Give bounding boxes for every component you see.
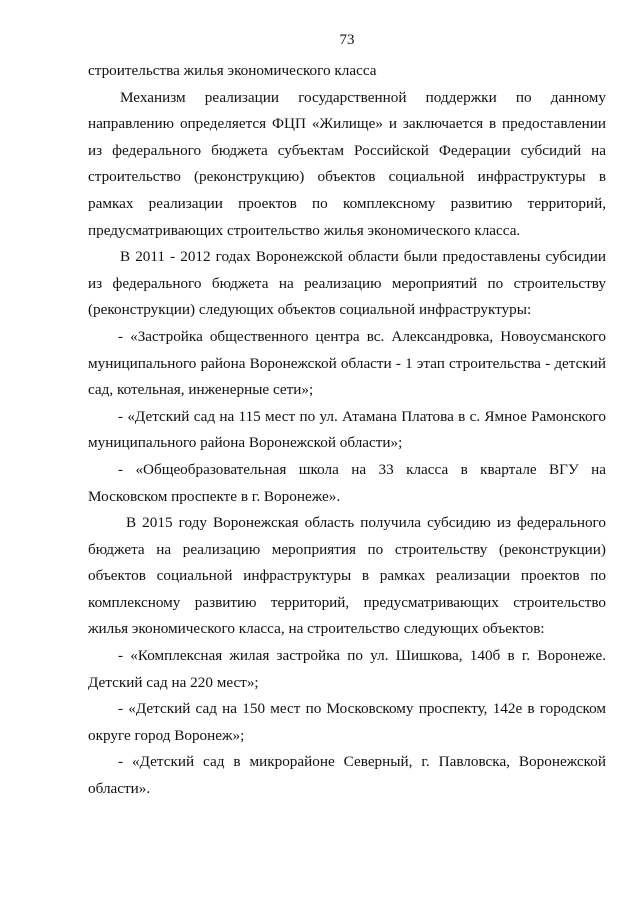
- list-item: - «Общеобразовательная школа на 33 класса в квартале ВГУ на Московском проспекте в г. Воронеже».: [88, 460, 606, 505]
- paragraph-2015: В 2015 году Воронежская область получила субсидию из федерального бюджета на реализацию мероприятия по строительству (реконструкции) объектов социальной инфраструктуры в рамках реализации проектов по комплексному развитию территорий, предусматривающих строительство жилья экономического класса, на строительство следующих объектов:: [88, 514, 606, 638]
- list-item: - «Детский сад на 150 мест по Московскому проспекту, 142е в городском округе город Воронеж»;: [88, 700, 606, 744]
- list-item: - «Детский сад в микрорайоне Северный, г. Павловска, Воронежской области».: [88, 753, 606, 798]
- page-number: 73: [339, 32, 355, 48]
- list-item: - «Застройка общественного центра вс. Александровка, Новоусманского муниципального района Воронежской области - 1 этап строительства - детский сад, котельная, инженерные сети»;: [88, 327, 606, 399]
- list-item: - «Комплексная жилая застройка по ул. Шишкова, 140б в г. Воронеже. Детский сад на 220 мест»;: [88, 647, 606, 691]
- paragraph-continuation: строительства жилья экономического класса: [88, 62, 377, 79]
- paragraph-mechanism: Механизм реализации государственной поддержки по данному направлению определяется ФЦП «Жилище» и заключается в предоставлении из федерального бюджета субъектам Российской Федерации субсидий на строительство (реконструкцию) объектов социальной инфраструктуры в рамках реализации проектов по комплексному развитию территорий, предусматривающих строительство жилья экономического класса.: [88, 88, 606, 239]
- paragraph-2011-2012: В 2011 - 2012 годах Воронежской области были предоставлены субсидии из федерального бюджета на реализацию мероприятий по строительству (реконструкции) следующих объектов социальной инфраструктуры:: [88, 248, 606, 319]
- list-item: - «Детский сад на 115 мест по ул. Атамана Платова в с. Ямное Рамонского муниципального района Воронежской области»;: [88, 407, 606, 452]
- document-page: [88, 30, 606, 803]
